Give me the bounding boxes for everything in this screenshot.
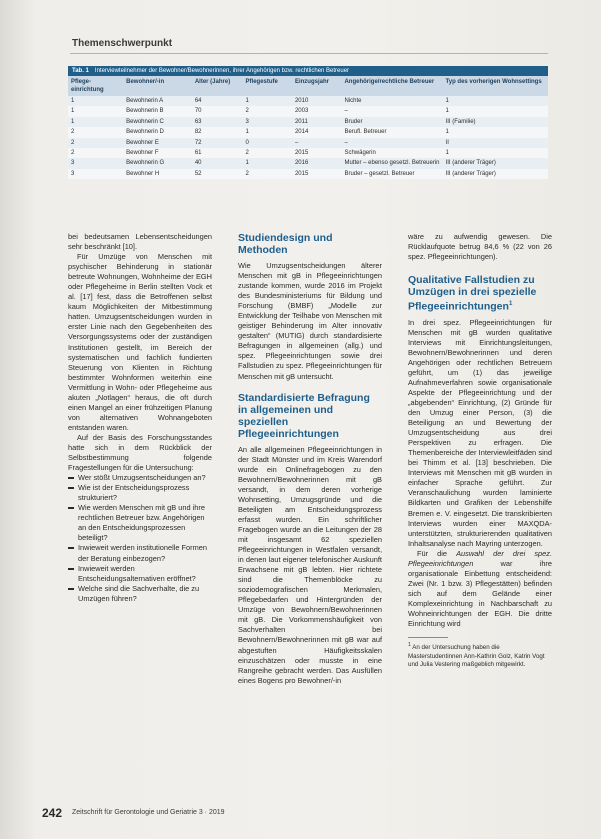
paragraph: Für die Auswahl der drei spez. Pflegeeinrichtungen war ihre organisationale Einbettung entscheidend: Zwei (Nr. 1 bzw. 3) Pflegestätten) befinden sich auf dem Gelände einer Komplexeinrichtung in Nachbarschaft zu Wohneinrichtungen der EGH. Die dritte Einrichtung wird: [408, 548, 552, 629]
table-cell: 1: [68, 117, 123, 127]
table-cell: 52: [192, 169, 243, 179]
table-1: [68, 66, 548, 179]
table-cell: 2: [68, 127, 123, 137]
table-cell: Nichte: [341, 96, 442, 106]
research-questions-list: [68, 473, 212, 604]
table-header-cell: Typ des vorherigen Wohnsettings: [443, 76, 548, 96]
table-body: [68, 96, 548, 179]
table-cell: Bewohnerin D: [123, 127, 192, 137]
table-cell: 2: [68, 148, 123, 158]
footnote-divider: [408, 637, 448, 638]
table-cell: III (Familie): [443, 117, 548, 127]
table-cell: 1: [68, 96, 123, 106]
table-header-cell: Bewohner/-in: [123, 76, 192, 96]
paragraph: An alle allgemeinen Pflegeeinrichtungen in der Stadt Münster und im Kreis Warendorf wurde ein Onlinefragebogen zu den Bewohnern/Bewohnerinnen mit gB versandt, in dem deren vorherige Wohnsetting, Umzugsgründe und die Beteiligten am Entscheidungsprozess erfasst wurden. Ein schriftlicher Fragebogen wurde an die Leitungen der 28 mit insgesamt 62 speziellen Pflegeeinrichtungen in Westfalen versandt, in denen laut eigener telefonischer Auskunft Erwachsene mit gB lebten. Hier richtete sind die Themenblöcke zu soziodemografischen Merkmalen, Pflegebedarfen und Hintergründen der Umzüge von Bewohnern/Bewohnerinnen mit gB. Die Vorkommenshäufigkeit von Sachverhalten bei Bewohnern/Bewohnerinnen mit gB war auf abgestuften Häufigkeitsskalen einzuschätzen oder musste in eine Rangreihe gebracht werden. Das Ausfüllen eines Bogens pro Bewohner/-in: [238, 444, 382, 685]
table-cell: Bewohner H: [123, 169, 192, 179]
table-cell: 63: [192, 117, 243, 127]
table-cell: 2003: [292, 106, 342, 116]
table-cell: Bruder: [341, 117, 442, 127]
table-cell: 1: [68, 106, 123, 116]
table-cell: 2015: [292, 148, 342, 158]
table-cell: 2: [243, 169, 292, 179]
section-heading: Studiendesign und Methoden: [238, 232, 333, 256]
table-cell: 2011: [292, 117, 342, 127]
table-header-cell: Alter (Jahre): [192, 76, 243, 96]
table-cell: 1: [243, 158, 292, 168]
list-item: Inwieweit werden Entscheidungsalternativen eröffnet?: [68, 564, 212, 584]
paragraph: wäre zu aufwendig gewesen. Die Rücklaufquote betrug 84,6 % (22 von 26 spez. Pflegeeinrichtungen).: [408, 232, 552, 262]
table-cell: 3: [243, 117, 292, 127]
emphasis: Auswahl der drei spez. Pflegeeinrichtungen: [408, 548, 552, 568]
list-item: Wie werden Menschen mit gB und ihre rechtlichen Betreuer bzw. Angehörigen an den Entscheidungsprozessen beteiligt?: [68, 503, 212, 543]
table-cell: –: [292, 138, 342, 148]
table-header-cell: Pflege- einrichtung: [68, 76, 123, 96]
running-head: Themenschwerpunkt: [72, 38, 173, 49]
table-row: [68, 117, 548, 127]
table-header-cell: Pflegestufe: [243, 76, 292, 96]
table-cell: Bruder – gesetzl. Betreuer: [341, 169, 442, 179]
table-cell: 2015: [292, 169, 342, 179]
participants-table: [68, 76, 548, 179]
paragraph: Für Umzüge von Menschen mit psychischer Behinderung in stationär betreute Wohnungen, Wohnheime der EGH oder Pflegeheime in Berlin stellten Vock et al. [17] fest, dass die Betroffenen selbst kaum Möglichkeiten der Mitbestimmung hatten. Umzugsentscheidungen wurden in erster Linie nach den Gegebenheiten des Versorgungssystems oder der zuständigen Institutionen gestellt, im Bereich der systematischen und fachlich fundierten Steuerung von Klienten in Richtung bestimmter Wohnformen weiterhin eine Vermittlung in Wohn- oder Pflegeheime aus akuten „Notlagen“ heraus, die oft durch einen Mangel an einer frühzeitigen Planung von alternativen Wohnangeboten entstanden waren.: [68, 252, 212, 432]
page-number: 242: [42, 806, 63, 820]
table-cell: 82: [192, 127, 243, 137]
table-row: [68, 148, 548, 158]
table-cell: Bewohnerin G: [123, 158, 192, 168]
table-cell: –: [341, 106, 442, 116]
paragraph: bei bedeutsamen Lebensentscheidungen sehr beschränkt [10].: [68, 232, 212, 252]
table-row: [68, 169, 548, 179]
paragraph: In drei spez. Pflegeeinrichtungen für Menschen mit gB wurden qualitative Interviews mit Einrichtungsleitungen, Bewohnern/Bewohnerinnen und deren Angehörigen oder rechtlichen Betreuern geführt, um (1) das jeweilige Aufnahmeverfahren sowie organisationale Aspekte der Pflegeeinrichtung und der „abgebenden“ Einrichtung, (2) Gründe für den Umzug einer Person, (3) die Beteiligung an und Bewertung der Umzugsentscheidung aus drei Perspektiven zu erfragen. Die Themenbereiche der Interviewleitfäden sind bei Thimm et al. [13] beschrieben. Die Interviews mit Menschen mit gB wurden in einfacher Sprache geführt. Zur Veranschaulichung wurden laminierte Bildkarten und Grafiken der Lebenshilfe Bremen e. V. eingesetzt. Die transkribierten Interviews wurden einer MAXQDA-unterstützten, strukturierenden qualitativen Inhaltsanalyse nach Mayring unterzogen.: [408, 317, 552, 548]
list-item: Wie ist der Entscheidungsprozess strukturiert?: [68, 483, 212, 503]
footnote: [408, 641, 552, 670]
table-cell: 1: [443, 106, 548, 116]
table-row: [68, 106, 548, 116]
table-cell: 64: [192, 96, 243, 106]
table-cell: 3: [68, 169, 123, 179]
table-cell: 72: [192, 138, 243, 148]
table-row: [68, 158, 548, 168]
table-cell: Bewohnerin C: [123, 117, 192, 127]
table-cell: 2: [243, 148, 292, 158]
table-cell: –: [341, 138, 442, 148]
table-row: [68, 138, 548, 148]
table-cell: Schwägerin: [341, 148, 442, 158]
table-cell: Mutter – ebenso gesetzl. Betreuerin: [341, 158, 442, 168]
table-cell: 2014: [292, 127, 342, 137]
table-cell: 40: [192, 158, 243, 168]
footnote-text: An der Untersuchung haben die Masterstudentinnen Ann-Kathrin Golz, Katrin Vogt und Julia Vestering maßgeblich mitgewirkt.: [408, 644, 545, 669]
header-divider: [70, 53, 548, 54]
table-cell: 2016: [292, 158, 342, 168]
table-cell: 2: [68, 138, 123, 148]
table-cell: III (anderer Träger): [443, 169, 548, 179]
list-item: Welche sind die Sachverhalte, die zu Umzügen führen?: [68, 584, 212, 604]
table-cell: Berufl. Betreuer: [341, 127, 442, 137]
table-cell: Bewohner E: [123, 138, 192, 148]
table-cell: 70: [192, 106, 243, 116]
table-header-cell: Einzugsjahr: [292, 76, 342, 96]
table-cell: 0: [243, 138, 292, 148]
section-heading-text: Qualitative Fallstudien zu Umzügen in drei spezielle Pflegeeinrichtungen: [408, 274, 537, 313]
table-cell: 1: [243, 127, 292, 137]
table-cell: III (anderer Träger): [443, 158, 548, 168]
table-cell: Bewohner F: [123, 148, 192, 158]
table-row: [68, 127, 548, 137]
footnote-mark: 1: [408, 642, 411, 649]
table-cell: 2010: [292, 96, 342, 106]
list-item: Inwieweit werden institutionelle Formen der Beratung einbezogen?: [68, 543, 212, 563]
table-cell: Bewohnerin B: [123, 106, 192, 116]
table-header-row: [68, 76, 548, 96]
table-label: Tab. 1: [72, 68, 89, 74]
text-column-3: [408, 232, 552, 670]
paragraph: Auf der Basis des Forschungsstandes hatte sich in dem Rückblick der Selbstbestimmung folgende Fragestellungen für die Untersuchung:: [68, 432, 212, 473]
table-cell: 1: [443, 148, 548, 158]
section-heading: [408, 274, 552, 313]
list-item: Wer stößt Umzugsentscheidungen an?: [68, 473, 212, 483]
table-cell: II: [443, 138, 548, 148]
journal-citation: Zeitschrift für Gerontologie und Geriatrie 3 · 2019: [72, 809, 225, 816]
table-cell: 1: [443, 127, 548, 137]
text-column-2: [238, 232, 382, 686]
text-column-1: [68, 232, 212, 604]
table-cell: 2: [243, 106, 292, 116]
table-caption: [68, 66, 548, 76]
paragraph: Wie Umzugsentscheidungen älterer Menschen mit gB in Pflegeeinrichtungen zustande kommen, wurde 2016 im Projekt des Bundesministeriums für Bildung und Forschung (BMBF) „Modelle zur Entwicklung der Teilhabe von Menschen mit geistiger Behinderung im Alter innovativ gestalten“ (MUTIG) durch standardisierte Befragungen in allgemeinen (allg.) und spez. Pflegeeinrichtungen sowie drei Fallstudien zu spez. Pflegeeinrichtungen für Menschen mit gB untersucht.: [238, 261, 382, 381]
table-header-cell: Angehörige/rechtliche Betreuer: [341, 76, 442, 96]
table-cell: 3: [68, 158, 123, 168]
table-cell: 1: [443, 96, 548, 106]
table-cell: 61: [192, 148, 243, 158]
footnote-ref: 1: [508, 301, 513, 308]
table-row: [68, 96, 548, 106]
section-heading: Standardisierte Befragung in allgemeinen und speziellen Pflegeeinrichtungen: [238, 391, 370, 440]
table-caption-text: Interviewteilnehmer der Bewohner/Bewohnerinnen, ihrer Angehörigen bzw. rechtlichen Betreuer: [94, 68, 350, 74]
table-cell: 1: [243, 96, 292, 106]
table-cell: Bewohnerin A: [123, 96, 192, 106]
